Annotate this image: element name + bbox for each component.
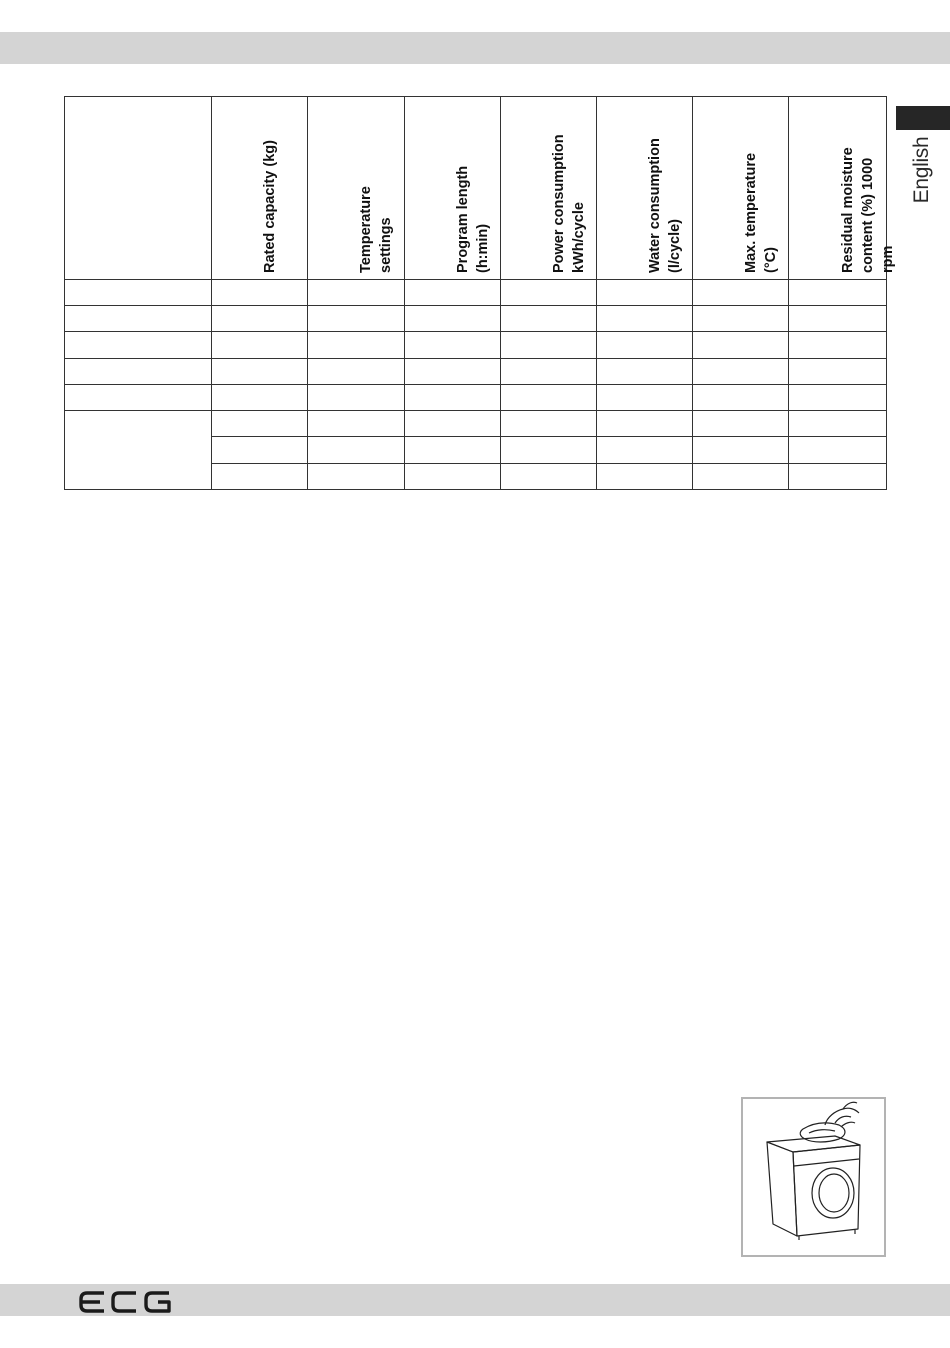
- language-tab-marker: [896, 106, 950, 130]
- header-water-consumption: [597, 97, 693, 280]
- header-residual-moisture: [789, 97, 896, 280]
- header-label: Rated capacity (kg): [261, 139, 278, 273]
- header-temperature-settings: [308, 97, 405, 280]
- header-label: Residual moisture content (%) 1000 rpm: [839, 147, 896, 273]
- table-row: [65, 332, 887, 358]
- header-program-length: [405, 97, 501, 280]
- program-data-table: [64, 96, 896, 490]
- table-header-row: [65, 97, 887, 280]
- ecg-logo: [78, 1290, 174, 1319]
- header-label: Water consumption (l/cycle): [646, 138, 683, 273]
- table-row: [65, 411, 887, 437]
- header-label: Power consumption kWh/cycle: [550, 134, 587, 273]
- table-row: [65, 358, 887, 384]
- table-row: [65, 384, 887, 410]
- language-tab-label: English: [910, 136, 933, 204]
- header-rated-capacity: [212, 97, 308, 280]
- header-band: [0, 32, 950, 64]
- header-label: Program length (h:min): [454, 165, 491, 273]
- header-label: Max. temperature (°C): [742, 152, 779, 273]
- washing-machine-wipe-icon: [741, 1097, 886, 1257]
- table-row: [65, 306, 887, 332]
- header-power-consumption: [501, 97, 597, 280]
- header-program-cell: [65, 97, 212, 280]
- table-row: [65, 279, 887, 305]
- header-max-temperature: [693, 97, 789, 280]
- header-label: Temperature settings: [358, 186, 394, 273]
